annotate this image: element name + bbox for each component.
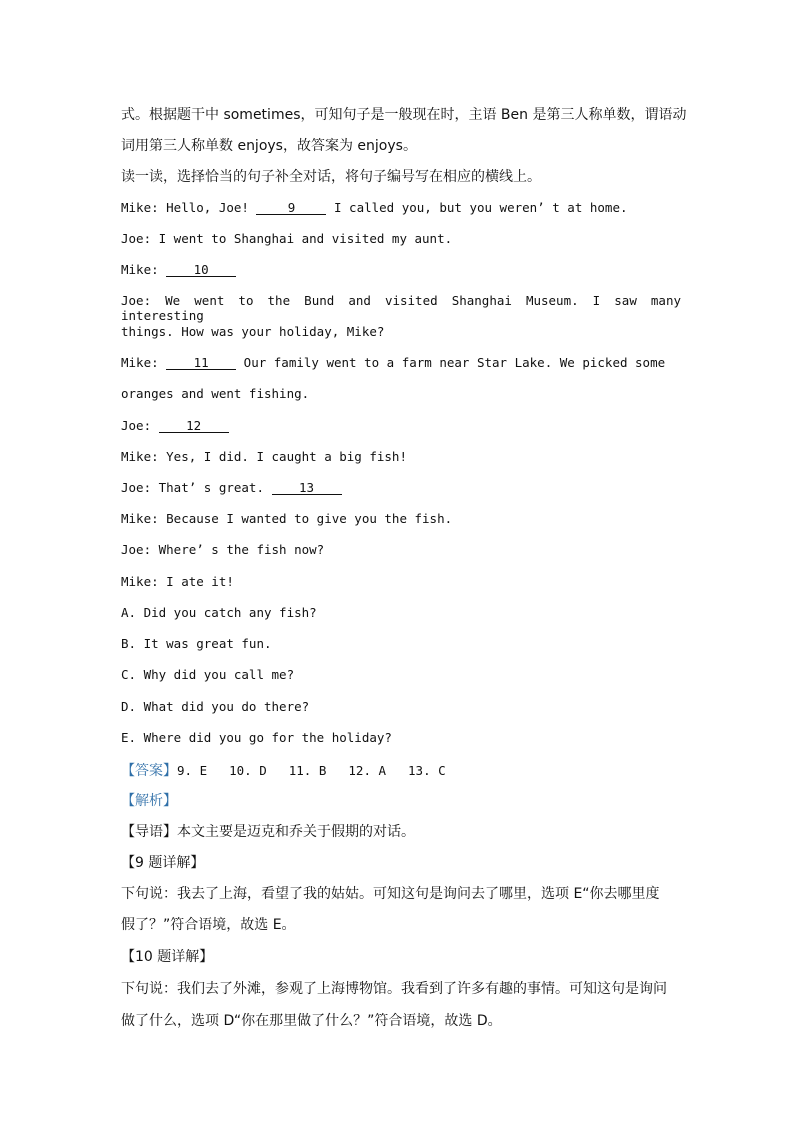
analysis-label: 【解析】 [121, 793, 177, 809]
speaker-text: Joe: [121, 418, 159, 433]
option-d: D. What did you do there? [121, 699, 310, 714]
q9-explanation-2: 假了？”符合语境，故选 E。 [121, 917, 296, 933]
dialogue-line-3 [121, 262, 681, 277]
dialogue-line-5: things. How was your holiday, Mike? [121, 324, 385, 339]
answer-item: 11. B [288, 763, 327, 778]
answer-blank-12[interactable]: 12 [159, 419, 229, 433]
speaker-text: Mike: [121, 262, 167, 277]
dialogue-line-6 [121, 355, 681, 370]
dialogue-line-10 [121, 480, 681, 495]
speaker-text: Joe: That’ s great. [121, 480, 272, 495]
answer-blank-11[interactable]: 11 [166, 356, 236, 370]
intro-line-2: 词用第三人称单数 enjoys，故答案为 enjoys。 [121, 138, 417, 154]
dialogue-text: Our family went to a farm near Star Lake. We picked some [236, 355, 666, 370]
answer-item: 12. A [348, 763, 387, 778]
answer-blank-9[interactable]: 9 [256, 201, 326, 215]
guide-text: 【导语】本文主要是迈克和乔关于假期的对话。 [121, 824, 415, 840]
speaker-text: Mike: [121, 355, 167, 370]
q10-explanation-1: 下句说：我们去了外滩，参观了上海博物馆。我看到了许多有趣的事情。可知这句是询问 [121, 981, 667, 997]
dialogue-line-11: Mike: Because I wanted to give you the fish. [121, 511, 453, 526]
option-b: B. It was great fun. [121, 636, 272, 651]
dialogue-line-12: Joe: Where’ s the fish now? [121, 542, 325, 557]
dialogue-line-13: Mike: I ate it! [121, 574, 234, 589]
option-a: A. Did you catch any fish? [121, 605, 317, 620]
option-c: C. Why did you call me? [121, 667, 295, 682]
answer-row [121, 760, 681, 780]
dialogue-line-8 [121, 418, 681, 433]
speaker-text: Mike: Hello, Joe! [121, 200, 257, 215]
answer-item: 9. E [177, 763, 208, 778]
dialogue-line-2: Joe: I went to Shanghai and visited my aunt. [121, 231, 453, 246]
q9-explanation-1: 下句说：我去了上海，看望了我的姑姑。可知这句是询问去了哪里，选项 E“你去哪里度 [121, 886, 660, 902]
dialogue-line-4: Joe: We went to the Bund and visited Shanghai Museum. I saw many interesting [121, 293, 681, 323]
dialogue-line-1 [121, 200, 681, 215]
q10-explanation-2: 做了什么，选项 D“你在那里做了什么？”符合语境，故选 D。 [121, 1013, 502, 1029]
q10-title: 【10 题详解】 [121, 949, 214, 965]
dialogue-line-7: oranges and went fishing. [121, 386, 310, 401]
instruction-text: 读一读，选择恰当的句子补全对话，将句子编号写在相应的横线上。 [121, 169, 541, 185]
intro-line-1: 式。根据题干中 sometimes，可知句子是一般现在时，主语 Ben 是第三人称单数，谓语动 [121, 107, 687, 123]
option-e: E. Where did you go for the holiday? [121, 730, 392, 745]
dialogue-line-9: Mike: Yes, I did. I caught a big fish! [121, 449, 407, 464]
answer-label: 【答案】 [121, 763, 177, 779]
q9-title: 【9 题详解】 [121, 855, 205, 871]
answer-blank-10[interactable]: 10 [166, 263, 236, 277]
answer-item: 10. D [229, 763, 267, 778]
answer-item: 13. C [408, 763, 446, 778]
dialogue-text: I called you, but you weren’ t at home. [326, 200, 628, 215]
answer-blank-13[interactable]: 13 [272, 481, 342, 495]
